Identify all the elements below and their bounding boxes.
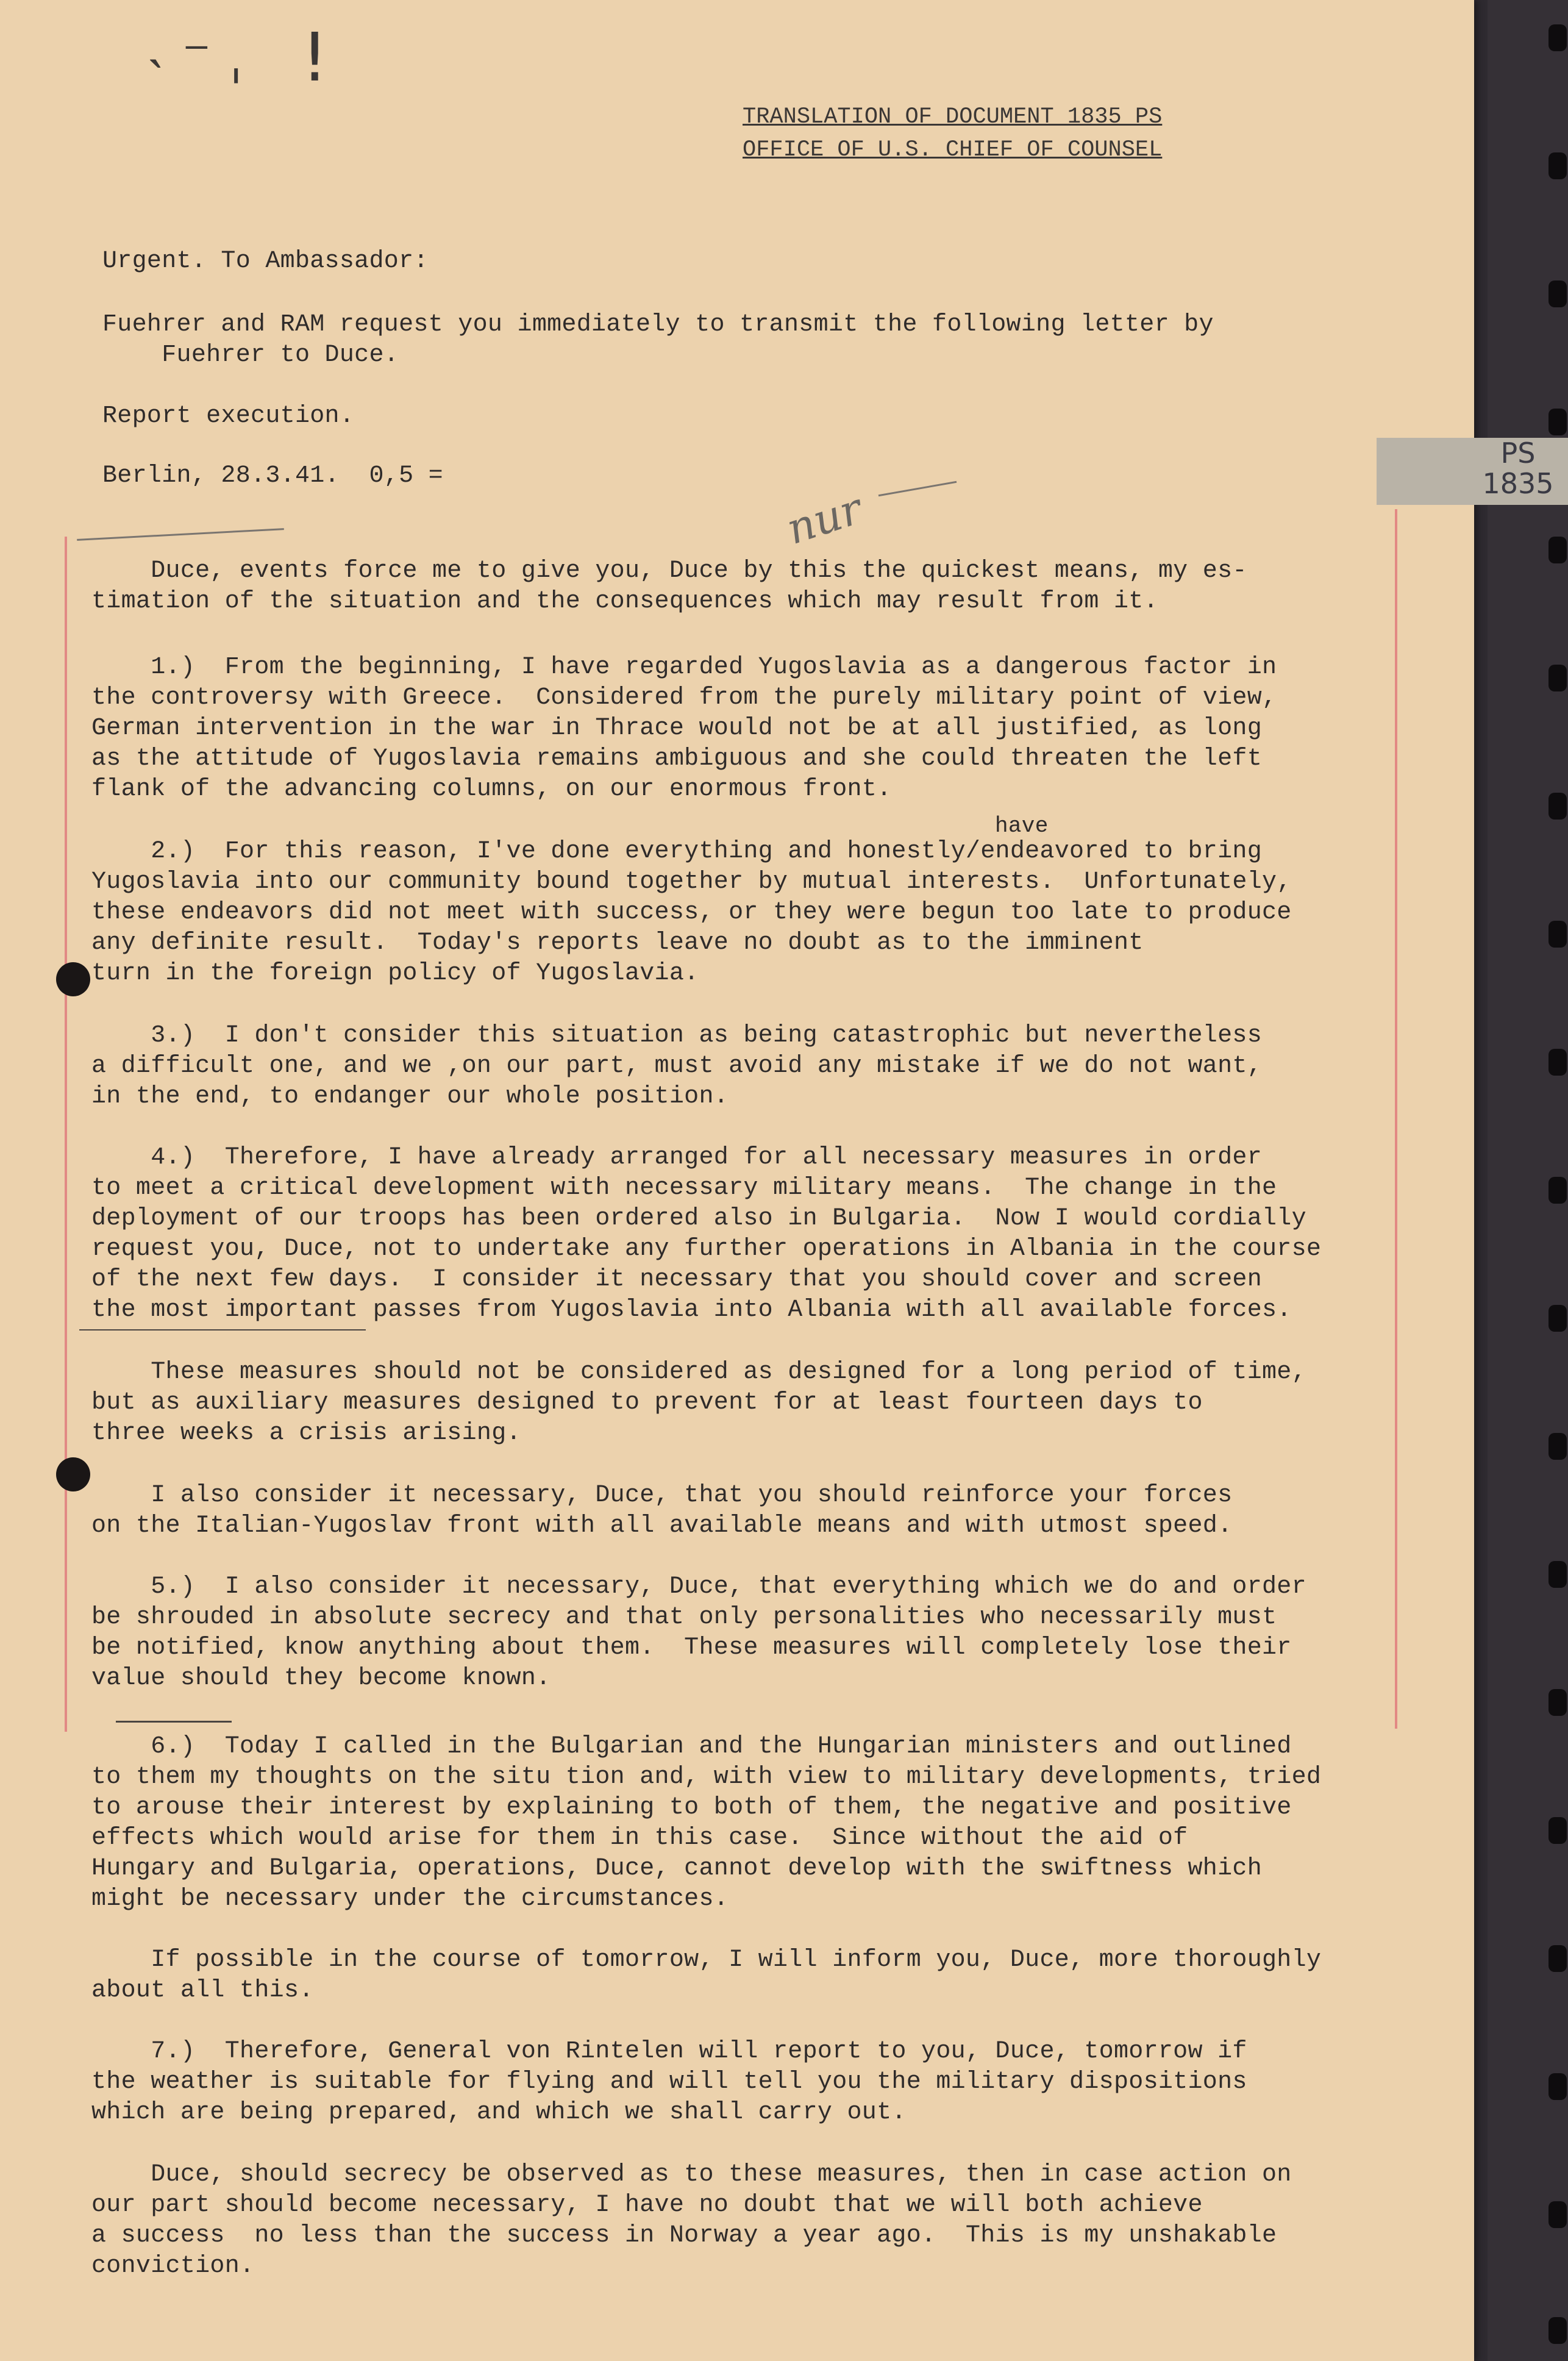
binder-hole (1548, 665, 1567, 691)
paragraph-2: 2.) For this reason, I've done everything and honestly/endeavored to bring Yugoslavia into our community bound together by mutual interests. Unfortunately, these endeavors did not meet with success, or they were begun too late to produce any definite result. Today's reports leave no doubt as to the imminent turn in the foreign policy of Yugoslavia. (91, 838, 1292, 987)
insertion-have: have (995, 813, 1049, 838)
binder-hole (1548, 409, 1567, 435)
ink-mark: ǃ (305, 18, 325, 96)
letter-opening: Duce, events force me to give you, Duce by this the quickest means, my es- timation of the situation and the consequences which may result from it. (91, 557, 1247, 615)
margin-line-left (65, 537, 67, 1732)
paragraph-5: 5.) I also consider it necessary, Duce, that everything which we do and order be shrouded in absolute secrecy and that only personalities who necessarily must be notified, know anything about them. These measures will completely lose their value should they become known. (91, 1573, 1306, 1692)
punch-hole (56, 962, 90, 996)
paragraph-4c: I also consider it necessary, Duce, that you should reinforce your forces on the Italian-Yugoslav front with all available means and with utmost speed. (91, 1482, 1233, 1540)
binder-hole (1548, 1561, 1567, 1588)
binder-hole (1548, 1177, 1567, 1204)
binder-hole (1548, 152, 1567, 179)
pencil-stroke (79, 1329, 366, 1331)
ink-mark: ˴ ⁻ ˌ (146, 24, 244, 88)
closing-paragraph: Duce, should secrecy be observed as to these measures, then in case action on our part should become necessary, I have no doubt that we will both achieve a success no less than the success in Norway a year ago. This is my unshakable conviction. (91, 2161, 1292, 2280)
binder-hole (1548, 921, 1567, 948)
binder-hole (1548, 1049, 1567, 1076)
binder-hole (1548, 24, 1567, 51)
request-line: Fuehrer and RAM request you immediately to transmit the following letter by Fuehrer to Duce. (102, 311, 1214, 369)
binder-hole (1548, 1945, 1567, 1972)
binder-hole (1548, 1433, 1567, 1460)
header-line-1: TRANSLATION OF DOCUMENT 1835 PS (743, 104, 1163, 130)
binder-hole (1548, 1305, 1567, 1332)
paragraph-4: 4.) Therefore, I have already arranged for all necessary measures in order to meet a critical development with necessary military means. The change in the deployment of our troops has been ordered also in Bulgaria. Now I would cordially request you, Duce, not to undertake any further operations in Albania in the course of the next few days. I consider it necessary that you should cover and screen the most important passes from Yugoslavia into Albania with all available forces. (91, 1144, 1322, 1324)
binder-hole (1548, 2073, 1567, 2100)
binder-hole (1548, 537, 1567, 563)
margin-line-right (1395, 509, 1397, 1729)
binder-hole (1548, 1817, 1567, 1844)
dateline: Berlin, 28.3.41. 0,5 = (102, 462, 443, 490)
exhibit-tab (1377, 438, 1568, 505)
report-line: Report execution. (102, 402, 355, 430)
pencil-stroke (116, 1721, 232, 1723)
pencil-stroke (77, 528, 284, 541)
handwritten-note: nur (780, 483, 868, 555)
header-line-2: OFFICE OF U.S. CHIEF OF COUNSEL (743, 137, 1163, 163)
salutation: Urgent. To Ambassador: (102, 248, 429, 275)
paragraph-4b: These measures should not be considered as designed for a long period of time, but as auxiliary measures designed to prevent for at least fourteen days to three weeks a crisis arising. (91, 1359, 1306, 1447)
binder-hole (1548, 280, 1567, 307)
paragraph-1: 1.) From the beginning, I have regarded Yugoslavia as a dangerous factor in the controversy with Greece. Considered from the purely military point of view, German intervention in the war in Thrace would not be at all justified, as long as the attitude of Yugoslavia remains ambiguous and she could threaten the left flank of the advancing columns, on our enormous front. (91, 654, 1277, 803)
pencil-stroke (878, 481, 957, 497)
paragraph-6: 6.) Today I called in the Bulgarian and the Hungarian ministers and outlined to them my thoughts on the situ tion and, with view to military developments, tried to arouse their interest by explaining to both of them, the negative and positive effects which would arise for them in this case. Since without the aid of Hungary and Bulgaria, operations, Duce, cannot develop with the swiftness which might be necessary under the circumstances. (91, 1733, 1322, 1913)
paragraph-7: 7.) Therefore, General von Rintelen will report to you, Duce, tomorrow if the weather is suitable for flying and will tell you the military dispositions which are being prepared, and which we shall carry out. (91, 2038, 1247, 2126)
paragraph-6b: If possible in the course of tomorrow, I will inform you, Duce, more thoroughly about all this. (91, 1946, 1322, 2004)
binder-hole (1548, 793, 1567, 820)
paragraph-3: 3.) I don't consider this situation as being catastrophic but nevertheless a difficult one, and we ,on our part, must avoid any mistake if we do not want, in the end, to endanger our whole position. (91, 1022, 1263, 1110)
binder-hole (1548, 2201, 1567, 2228)
binder-hole (1548, 2317, 1567, 2344)
binder-hole (1548, 1689, 1567, 1716)
exhibit-tab-label: PS 1835 (1482, 437, 1554, 500)
punch-hole (56, 1457, 90, 1491)
